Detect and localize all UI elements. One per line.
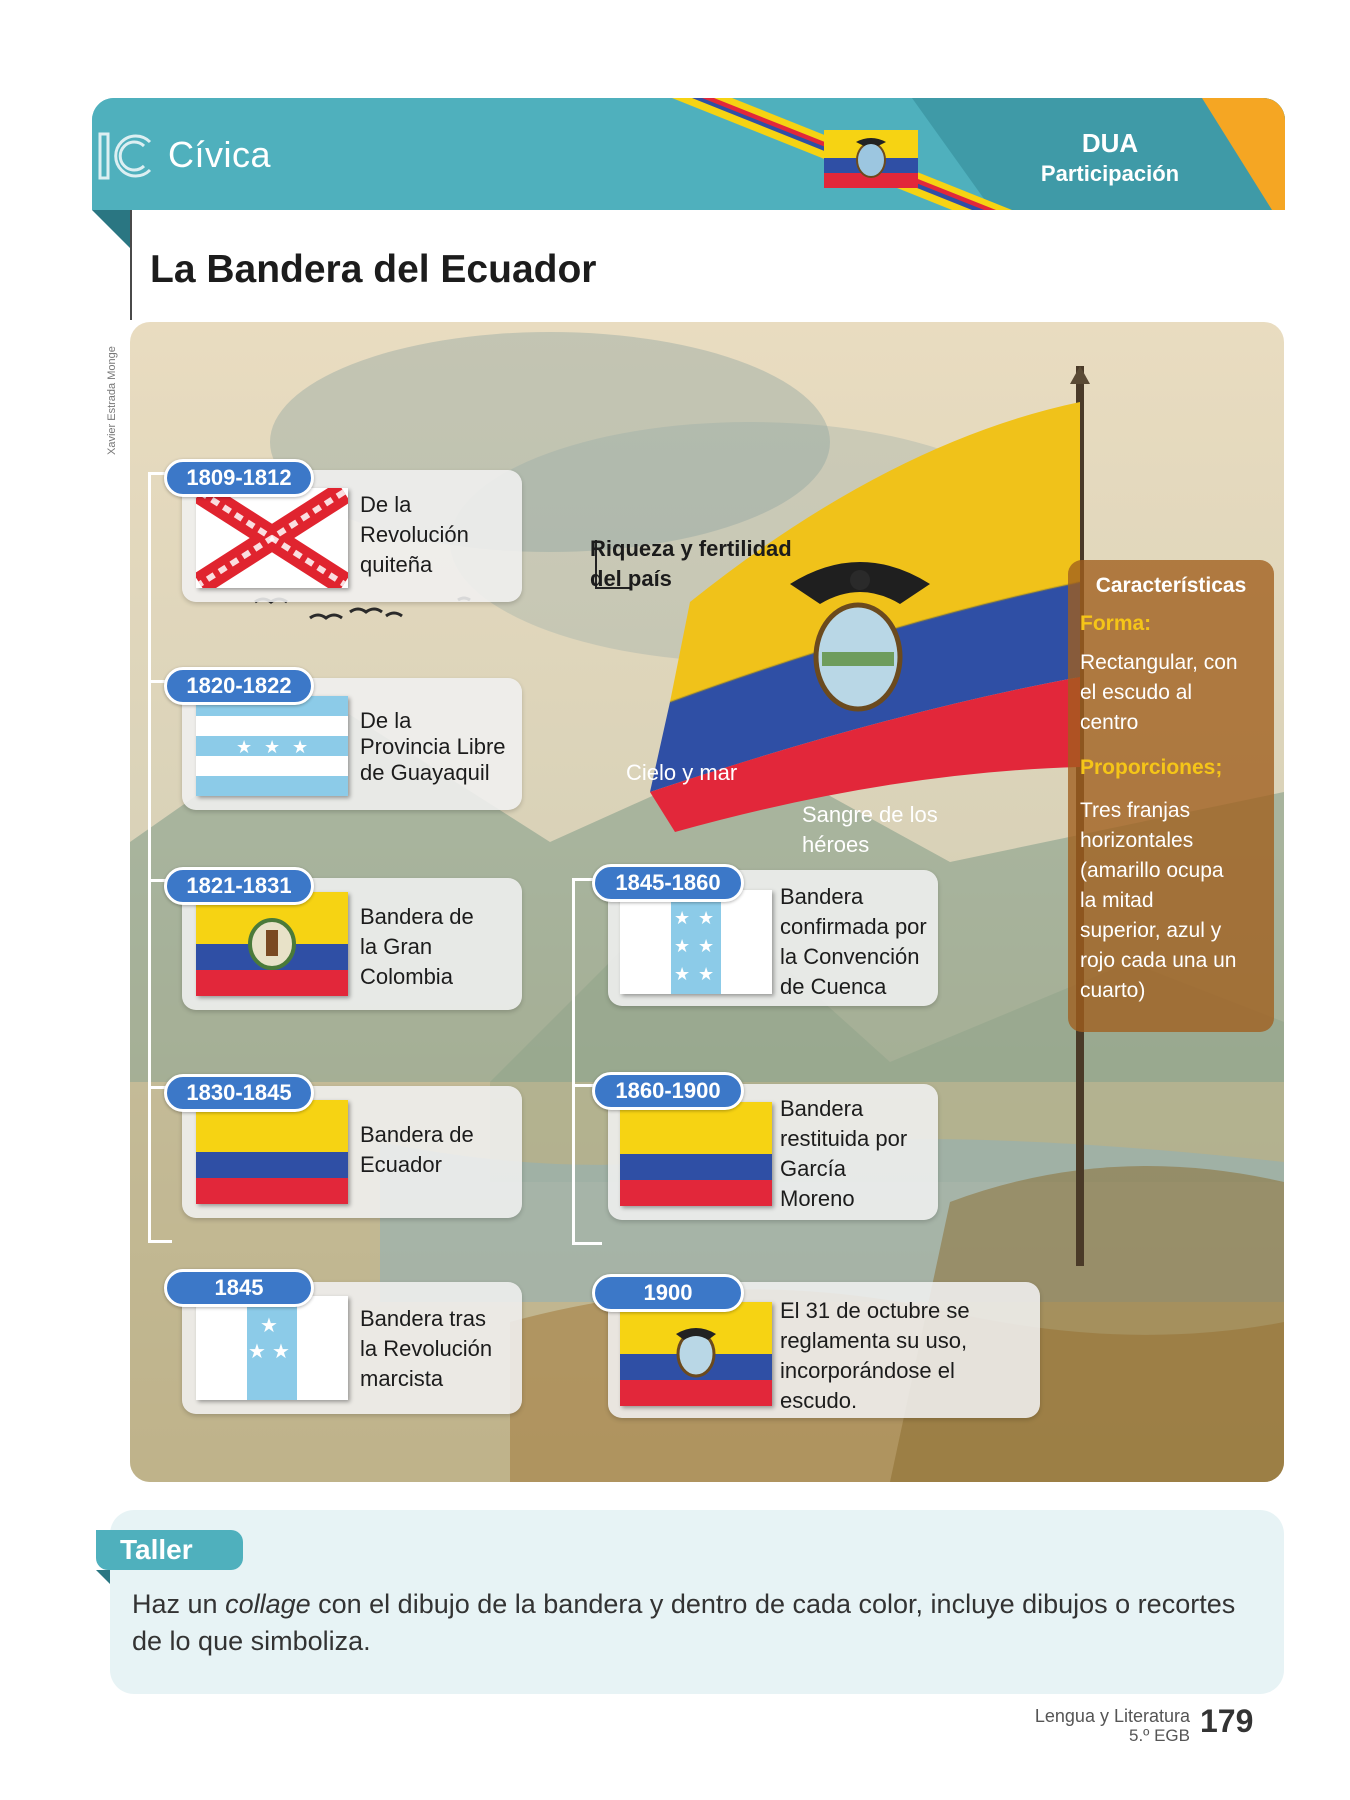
flag-ecuador-1900: [620, 1302, 772, 1406]
card-description: Bandera tras la Revolución marcista: [360, 1306, 493, 1391]
forma-label: Forma:: [1080, 612, 1152, 635]
characteristics-heading: Características: [1095, 574, 1247, 597]
flag-revolucion-marcista: [196, 1296, 348, 1400]
proporciones-label: Proporciones;: [1080, 756, 1223, 779]
svg-text:★: ★: [698, 936, 715, 957]
page-title: La Bandera del Ecuador: [150, 248, 597, 291]
dua-title: DUA: [1081, 128, 1139, 158]
footer-grade: 5.º EGB: [1128, 1726, 1190, 1745]
symbol-yellow-label: Riqueza y fertilidad del país: [590, 536, 792, 591]
characteristics-box: [1068, 560, 1274, 1032]
dua-badge: [1030, 128, 1190, 187]
svg-text:★: ★: [248, 1339, 266, 1363]
taller-tab-fold: [96, 1570, 110, 1584]
card-description: El 31 de octubre se reglamenta su uso, incorporándose el escudo.: [780, 1298, 970, 1413]
taller-instructions: Haz un collage con el dibujo de la bandera y dentro de cada color, incluye dibujos o recortes de lo que simboliza.: [132, 1589, 1236, 1656]
timeline-tick: [572, 1242, 602, 1245]
svg-text:★: ★: [674, 964, 691, 985]
svg-text:★: ★: [260, 1313, 278, 1337]
title-rule: [130, 210, 132, 320]
section-title: Cívica: [168, 134, 272, 175]
ecuador-flag-icon: [824, 130, 918, 188]
svg-text:★: ★: [698, 908, 715, 929]
symbol-red-label: Sangre de los héroes: [802, 802, 938, 857]
svg-text:★: ★: [236, 737, 253, 758]
symbol-blue-label: Cielo y mar: [626, 760, 738, 785]
svg-text:★: ★: [264, 737, 281, 758]
proporciones-text: Tres franjas horizontales (amarillo ocupa la mitad superior, azul y rojo cada una un cuarto): [1080, 799, 1237, 1002]
taller-label: Taller: [96, 1530, 243, 1570]
svg-text:★: ★: [674, 908, 691, 929]
svg-text:★: ★: [674, 936, 691, 957]
year-badge: 1809-1812: [164, 459, 314, 497]
flag-gran-colombia: [196, 892, 348, 996]
year-badge: 1845: [164, 1269, 314, 1307]
svg-text:★: ★: [698, 964, 715, 985]
image-credit: Xavier Estrada Monge: [106, 346, 118, 455]
card-description: De la Provincia Libre de Guayaquil: [360, 708, 506, 785]
card-description: Bandera de Ecuador: [360, 1122, 474, 1177]
forma-text: Rectangular, con el escudo al centro: [1080, 651, 1238, 734]
footer-book: Lengua y Literatura: [1034, 1706, 1190, 1726]
svg-text:★: ★: [292, 737, 309, 758]
year-badge: 1900: [592, 1274, 744, 1312]
card-description: Bandera confirmada por la Convención de Cuenca: [780, 884, 927, 999]
year-badge: 1860-1900: [592, 1072, 744, 1110]
card-description: De la Revolución quiteña: [360, 492, 469, 577]
timeline-left-line: [148, 472, 151, 1242]
timeline-tick: [148, 1240, 172, 1243]
flag-convencion-cuenca: [620, 890, 772, 994]
flag-garcia-moreno: [620, 1102, 772, 1206]
year-badge: 1830-1845: [164, 1074, 314, 1112]
year-badge: 1820-1822: [164, 667, 314, 705]
timeline-right-line: [572, 878, 575, 1244]
year-badge: 1821-1831: [164, 867, 314, 905]
header-tab-fold: [92, 210, 132, 250]
page-number: 179: [1200, 1703, 1254, 1739]
flag-provincia-libre-guayaquil: [196, 696, 348, 796]
flag-ecuador-1830: [196, 1100, 348, 1204]
card-description: Bandera de la Gran Colombia: [360, 904, 474, 989]
dua-subtitle: Participación: [1040, 161, 1180, 186]
year-badge: 1845-1860: [592, 864, 744, 902]
civica-logo-icon: [96, 130, 156, 182]
flag-revolucion-quitena: [196, 488, 348, 588]
card-description: Bandera restituida por García Moreno: [780, 1096, 908, 1211]
svg-text:★: ★: [272, 1339, 290, 1363]
